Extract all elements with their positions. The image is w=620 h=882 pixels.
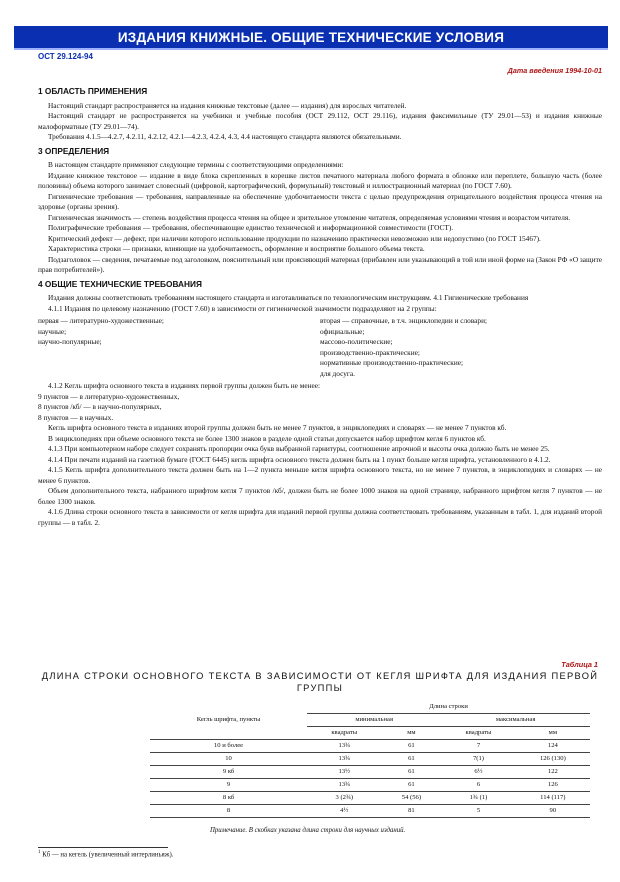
list-item: 8 пунктов /кб/ — в научно-популярных, <box>38 402 162 411</box>
paragraph: Характеристика строки — признаки, влияющие на удобочитаемость, оформление и восприятие большого объема текста. <box>48 244 425 253</box>
list-item: производственно-практические; <box>320 347 420 357</box>
footnote-text: Кб — на кегель (увеличенный интерлиньяж). <box>42 851 174 859</box>
paragraph: Гигиенические требования — требования, направленные на обеспечение удобочитаемости текста с целью предупреждения отрицательного воздействия процесса чтения на здоровье (органы зрения). <box>38 191 602 211</box>
paragraph: 4.1.1 Издания по целевому назначению (ГОСТ 7.60) в зависимости от гигиенической значимости подразделяют на 2 группы: <box>48 303 437 313</box>
table-cell: 6½ <box>441 765 515 778</box>
table-cell: 5 <box>441 804 515 817</box>
footnote-divider <box>38 847 168 848</box>
table-cell: 122 <box>516 765 590 778</box>
table-cell: 10 и более <box>150 739 307 752</box>
document-body <box>38 80 602 528</box>
list-item: научные; <box>38 326 67 336</box>
section-title-scope: 1 ОБЛАСТЬ ПРИМЕНЕНИЯ <box>38 86 148 96</box>
paragraph: 4.1.4 При печати изданий на газетной бумаге (ГОСТ 6445) кегль шрифта основного текста должен быть на 1 пункт больше кегля шрифта, установленного в 4.1.2. <box>48 454 551 464</box>
paragraph: Объем дополнительного текста, набранного шрифтом кегля 7 пунктов /кб/, должен быть не более 1000 знаков на одной странице, набранного шрифтом кегля 7 пунктов — не более 1300 знаков. <box>38 486 602 506</box>
column-header-min: минимальная <box>307 713 441 726</box>
paragraph: Критический дефект — дефект, при наличии которого использование продукции по назначению практически невозможно или недопустимо (по ГОСТ 15467). <box>48 233 541 243</box>
group-list-second <box>320 316 602 379</box>
list-item: 8 пунктов — в научных. <box>38 412 114 422</box>
table-cell: 13¾ <box>307 739 381 752</box>
list-item: научно-популярные; <box>38 337 102 346</box>
group-list <box>38 316 602 379</box>
table-cell: 13½ <box>307 765 381 778</box>
line-length-table <box>150 700 590 818</box>
list-item: массово-политические; <box>320 337 393 346</box>
paragraph: В настоящем стандарте применяют следующие термины с соответствующими определениями: <box>48 160 344 169</box>
paragraph: Настоящий стандарт не распространяется на учебники и учебные пособия (ОСТ 29.112, ОСТ 29.116), издания факсимильные (ТУ 29.01—53) и издания книжные малоформатные (ТУ 29.01—74). <box>38 111 602 131</box>
table-cell: 8 кб <box>150 791 307 804</box>
table-cell: 61 <box>382 739 442 752</box>
table-cell: 81 <box>382 804 442 817</box>
table-cell: 61 <box>382 752 442 765</box>
paragraph: Кегль шрифта основного текста в изданиях второй группы должен быть не менее 7 пунктов, в энциклопедиях и словарях — не менее 7 пунктов кб. <box>48 423 507 432</box>
table-cell: 8 <box>150 804 307 817</box>
table-title: ДЛИНА СТРОКИ ОСНОВНОГО ТЕКСТА В ЗАВИСИМОСТИ ОТ КЕГЛЯ ШРИФТА ДЛЯ ИЗДАНИЯ ПЕРВОЙ ГРУППЫ <box>41 671 599 693</box>
footnote-marker: 1 <box>38 850 41 855</box>
footnote <box>38 850 173 858</box>
paragraph: Подзаголовок — сведения, печатаемые под заголовком, пояснительный или проясняющий материал (прибавлен или указывающий в той или иной форме на (Закон РФ «О защите прав потребителей»). <box>38 254 602 274</box>
table-cell: 1¾ (1) <box>441 791 515 804</box>
standard-code: ОСТ 29.124-94 <box>38 52 93 61</box>
column-header-unit: квадраты <box>307 726 381 739</box>
table-cell: 61 <box>382 765 442 778</box>
table-cell: 114 (117) <box>516 791 590 804</box>
table-cell: 3 (2¾) <box>307 791 381 804</box>
list-item: вторая — справочные, в т.ч. энциклопедии и словари; <box>320 316 487 325</box>
paragraph: 4.1.6 Длина строки основного текста в зависимости от кегля шрифта для изданий первой группы должна соответствовать требованиям, указанным в табл. 1, для изданий второй группы — в табл. 2. <box>38 507 602 527</box>
paragraph: В энциклопедиях при объеме основного текста не более 1300 знаков в разделе одной статьи допускается набор шрифтом кегля 6 пунктов кб. <box>48 433 486 443</box>
list-item: нормативные производственно-практические; <box>320 358 463 367</box>
table-cell: 126 <box>516 778 590 791</box>
paragraph: 4.1.2 Кегль шрифта основного текста в изданиях первой группы должен быть не менее: <box>48 381 320 390</box>
table-cell: 124 <box>516 739 590 752</box>
table-cell: 13¾ <box>307 778 381 791</box>
introduction-date: Дата введения 1994-10-01 <box>507 66 602 75</box>
paragraph: Издания должны соответствовать требованиям настоящего стандарта и изготавливаться по технологическим инструкциям. 4.1 Гигиенические требования <box>48 293 529 302</box>
column-header-unit: мм <box>516 726 590 739</box>
table-row <box>150 778 590 791</box>
table-row <box>150 739 590 752</box>
paragraph: 4.1.5 Кегль шрифта дополнительного текста должен быть на 1—2 пункта меньше кегля шрифта основного текста, но не менее 7 пунктов, в энциклопедиях и словарях — не менее 6 пунктов. <box>38 465 602 485</box>
table-cell: 9 кб <box>150 765 307 778</box>
table-cell: 126 (130) <box>516 752 590 765</box>
table-cell: 7 <box>441 739 515 752</box>
table-cell: 6 <box>441 778 515 791</box>
column-header-unit: квадраты <box>441 726 515 739</box>
list-item: первая — литературно-художественные; <box>38 316 164 325</box>
list-item: для досуга. <box>320 368 355 378</box>
table-cell: 13¾ <box>307 752 381 765</box>
group-list-first <box>38 316 320 379</box>
table-cell: 4½ <box>307 804 381 817</box>
list-item: 9 пунктов — в литературно-художественных, <box>38 391 180 401</box>
document-title-banner: ИЗДАНИЯ КНИЖНЫЕ. ОБЩИЕ ТЕХНИЧЕСКИЕ УСЛОВИЯ <box>14 26 608 50</box>
column-header-length: Длина строки <box>307 700 590 713</box>
section-title-definitions: 3 ОПРЕДЕЛЕНИЯ <box>38 145 110 156</box>
list-item: официальные; <box>320 326 365 336</box>
column-header-max: максимальная <box>441 713 590 726</box>
column-header-kegl: Кегль шрифта, пункты <box>150 700 307 739</box>
table-row <box>150 765 590 778</box>
table-cell: 54 (56) <box>382 791 442 804</box>
table-caption: Таблица 1 <box>561 660 598 669</box>
table-cell: 61 <box>382 778 442 791</box>
table-row <box>150 752 590 765</box>
table-cell: 9 <box>150 778 307 791</box>
paragraph: 4.1.3 При компьютерном наборе следует сохранять пропорции очка букв выбранной гарнитуры, соотношение апрочной и высоты очка должно быть не менее 25. <box>48 444 550 453</box>
paragraph: Требования 4.1.5—4.2.7, 4.2.11, 4.2.12, 4.2.1—4.2.3, 4.2.4, 4.3, 4.4 настоящего стандарта являются обязательными. <box>48 132 402 141</box>
table-row <box>150 791 590 804</box>
table-cell: 10 <box>150 752 307 765</box>
table-note: Примечание. В скобках указана длина строки для научных изданий. <box>210 827 406 834</box>
column-header-unit: мм <box>382 726 442 739</box>
section-title-requirements: 4 ОБЩИЕ ТЕХНИЧЕСКИЕ ТРЕБОВАНИЯ <box>38 278 202 289</box>
table-row <box>150 804 590 817</box>
paragraph: Полиграфические требования — требования, обеспечивающие единство технической и информационной совместимости (ГОСТ). <box>48 223 454 232</box>
paragraph: Настоящий стандарт распространяется на издания книжные текстовые (далее — издания) для взрослых читателей. <box>48 100 407 110</box>
paragraph: Издание книжное текстовое — издание в виде блока скрепленных в корешке листов печатного материала любого формата в обложке или переплете, большую часть (более половины) объема которого занимает словесный (цифровой, картографический, формульный) текстовый и иллюстрационный материал (по ГОСТ 7.60). <box>38 170 602 190</box>
table-cell: 90 <box>516 804 590 817</box>
table-cell: 7(1) <box>441 752 515 765</box>
paragraph: Гигиеническая значимость — степень воздействия процесса чтения на общее и зрительное утомление читателя, определяемая условиями чтения и возрастом читателя. <box>48 212 571 222</box>
